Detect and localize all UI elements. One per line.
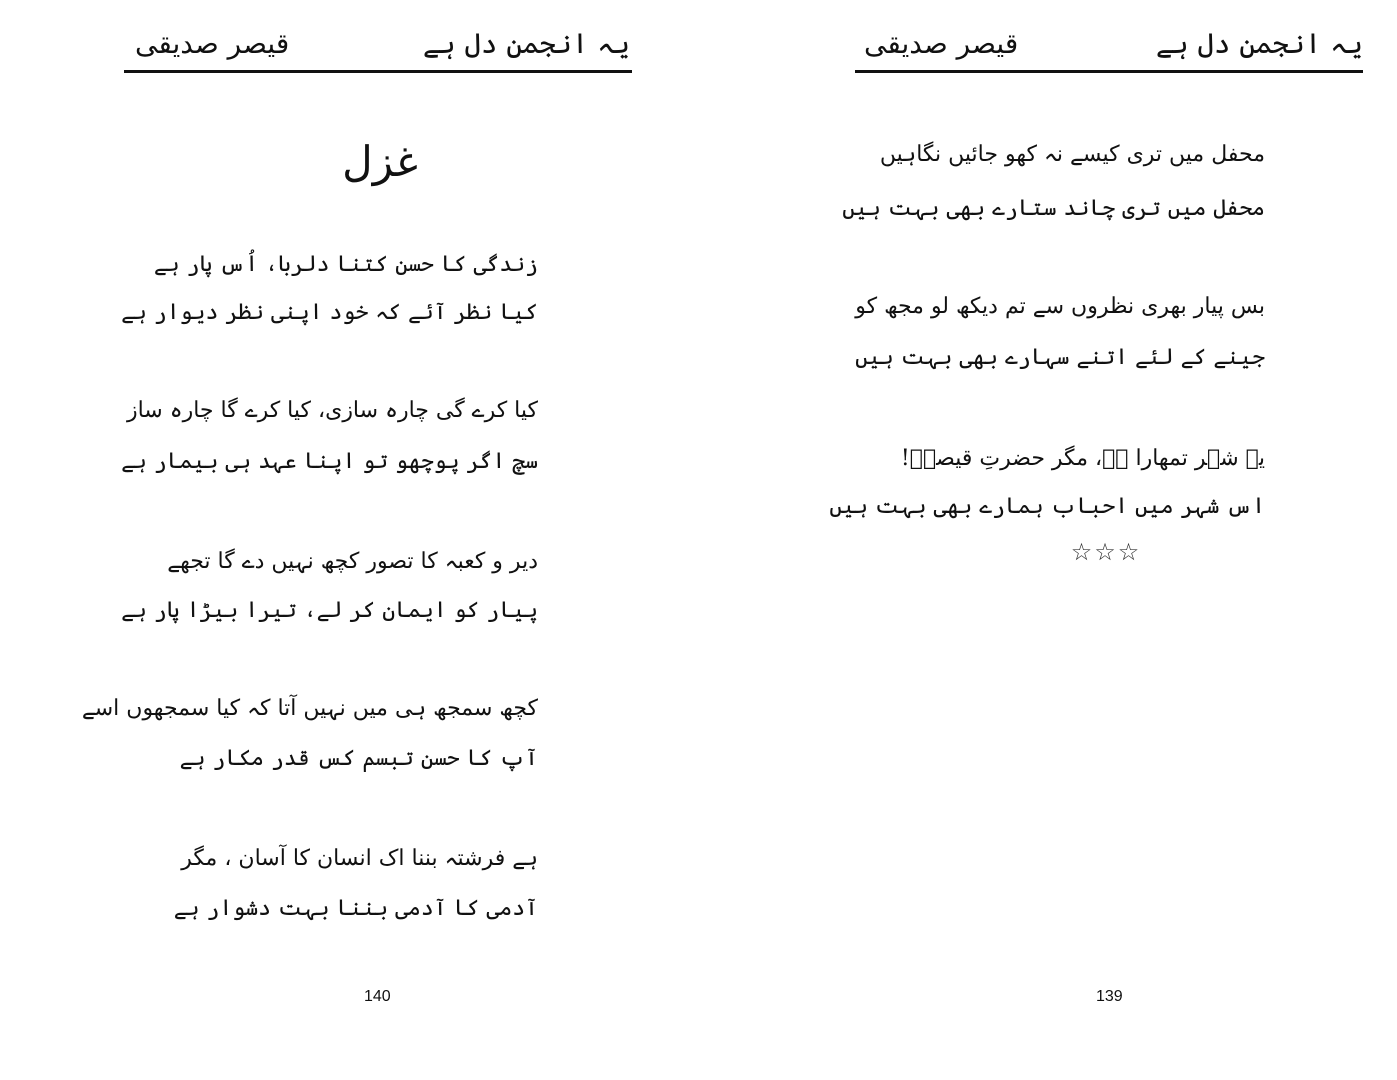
author-name-header: قیصر صدیقی	[135, 27, 290, 60]
verse-line: محفل میں تری کیسے نہ کھو جائیں نگاہیں	[879, 142, 1265, 167]
verse-line: آدمی کا آدمی بننا بہت دشوار ہے	[173, 896, 538, 921]
verse-line: پیار کو ایمان کر لے، تیرا بیڑا پار ہے	[121, 598, 538, 623]
book-title-header: یہ انجمن دل ہے	[422, 27, 630, 60]
poem-title: غزل	[342, 137, 418, 186]
verse-line: محفل میں تری چاند ستارے بھی بہت ہیں	[842, 196, 1265, 221]
end-stars-ornament: ☆☆☆	[1070, 538, 1142, 566]
verse-line: جینے کے لئے اتنے سہارے بھی بہت ہیں	[855, 345, 1265, 370]
page-number: 139	[1096, 988, 1123, 1005]
header-rule	[124, 70, 632, 73]
verse-line: کیا نظر آئے کہ خود اپنی نظر دیوار ہے	[121, 300, 538, 325]
verse-line: آپ کا حسن تبسم کس قدر مکار ہے	[179, 746, 538, 771]
author-name-header: قیصر صدیقی	[864, 27, 1019, 60]
verse-line: بس پیار بھری نظروں سے تم دیکھ لو مجھ کو	[855, 294, 1265, 319]
book-title-header: یہ انجمن دل ہے	[1155, 27, 1363, 60]
verse-line: سچ اگر پوچھو تو اپنا عہد ہی بیمار ہے	[121, 449, 538, 474]
verse-line: ہے فرشتہ بننا اک انسان کا آسان ، مگر	[181, 846, 538, 871]
header-rule	[855, 70, 1363, 73]
verse-line: یہ شہر تمھارا ہے، مگر حضرتِ قیصرؔ!	[900, 446, 1265, 471]
verse-line: دیر و کعبہ کا تصور کچھ نہیں دے گا تجھے	[167, 549, 538, 574]
verse-line: کچھ سمجھ ہی میں نہیں آتا کہ کیا سمجھوں اسے	[81, 696, 538, 721]
verse-line: اس شہر میں احباب ہمارے بھی بہت ہیں	[829, 494, 1265, 519]
verse-line: کیا کرے گی چارہ سازی، کیا کرے گا چارہ ساز	[126, 398, 538, 423]
verse-line: زندگی کا حسن کتنا دلربا، اُس پار ہے	[153, 252, 538, 277]
page-number: 140	[364, 988, 391, 1005]
right-page	[700, 0, 1397, 1080]
